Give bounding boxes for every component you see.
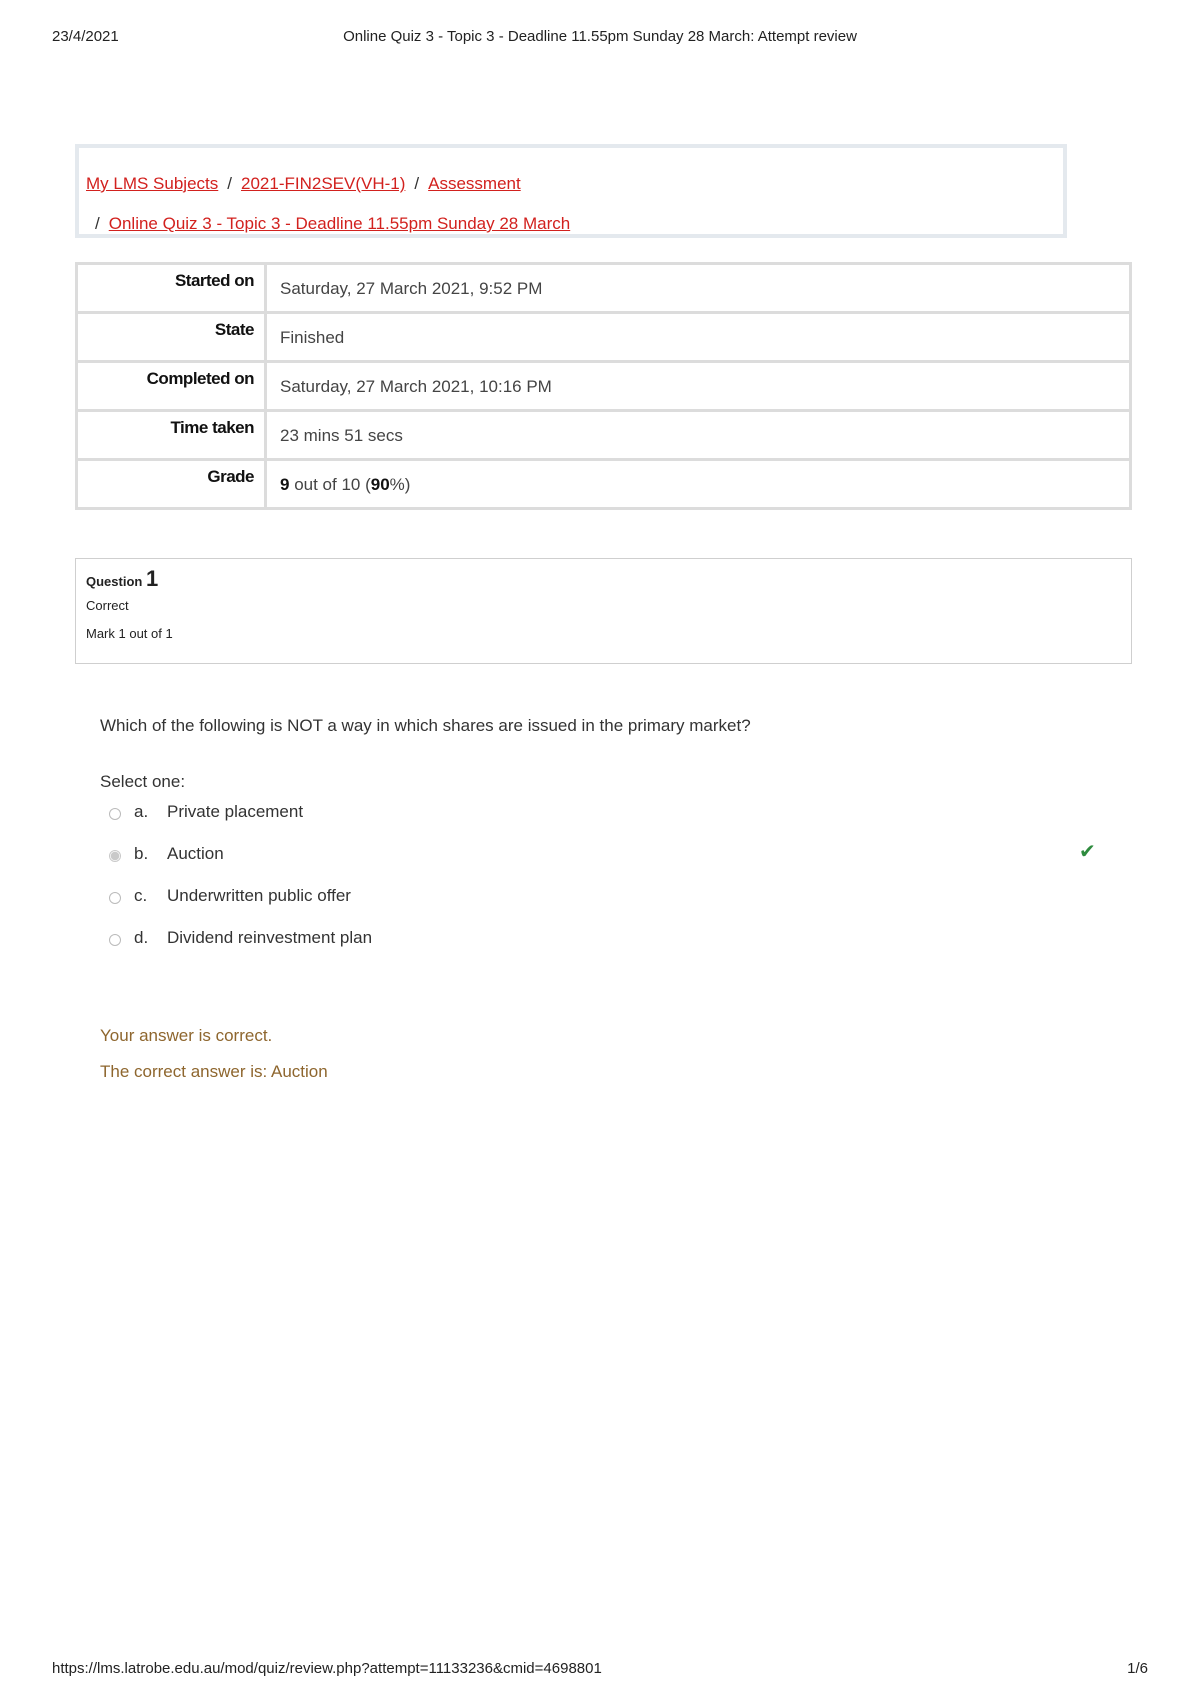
radio-button[interactable] bbox=[109, 892, 121, 904]
summary-row-state bbox=[77, 313, 1131, 362]
summary-row-started-on bbox=[77, 264, 1131, 313]
option-letter: c. bbox=[134, 886, 148, 905]
question-number-value: 1 bbox=[145, 566, 159, 591]
summary-label: State bbox=[77, 313, 266, 362]
breadcrumb bbox=[75, 144, 1067, 238]
option-text: Dividend reinvestment plan bbox=[167, 928, 373, 947]
radio-button-selected[interactable] bbox=[109, 850, 121, 862]
question-text: Which of the following is NOT a way in which shares are issued in the primary market? bbox=[100, 716, 751, 735]
breadcrumb-link-subject[interactable]: 2021-FIN2SEV(VH-1) bbox=[241, 174, 406, 193]
answer-option-d[interactable] bbox=[109, 928, 1109, 970]
breadcrumb-separator: / bbox=[95, 214, 100, 233]
print-date: 23/4/2021 bbox=[52, 28, 119, 45]
print-url: https://lms.latrobe.edu.au/mod/quiz/review.php?attempt=11133236&cmid=4698801 bbox=[52, 1660, 602, 1677]
print-footer bbox=[52, 1660, 1148, 1680]
question-mark: Mark 1 out of 1 bbox=[86, 626, 173, 641]
answer-options bbox=[109, 802, 1109, 970]
summary-row-completed-on bbox=[77, 362, 1131, 411]
summary-row-grade bbox=[77, 460, 1131, 509]
breadcrumb-separator: / bbox=[227, 174, 232, 193]
grade-out-of: out of 10 ( bbox=[289, 475, 371, 494]
summary-value: Saturday, 27 March 2021, 10:16 PM bbox=[266, 362, 1131, 411]
select-one-prompt: Select one: bbox=[100, 772, 186, 791]
answer-option-a[interactable] bbox=[109, 802, 1109, 844]
summary-value bbox=[266, 460, 1131, 509]
breadcrumb-link-my-lms-subjects[interactable]: My LMS Subjects bbox=[86, 174, 219, 193]
question-number bbox=[86, 566, 1131, 592]
checkmark-icon: ✔ bbox=[1079, 841, 1096, 863]
summary-label: Completed on bbox=[77, 362, 266, 411]
summary-value: 23 mins 51 secs bbox=[266, 411, 1131, 460]
breadcrumb-separator: / bbox=[414, 174, 420, 193]
summary-label: Grade bbox=[77, 460, 266, 509]
summary-row-time-taken bbox=[77, 411, 1131, 460]
breadcrumb-link-assessment[interactable]: Assessment bbox=[428, 174, 521, 193]
option-text: Auction bbox=[167, 844, 224, 863]
question-state: Correct bbox=[86, 598, 129, 613]
page-number: 1/6 bbox=[1127, 1660, 1148, 1677]
answer-option-c[interactable] bbox=[109, 886, 1109, 928]
grade-score: 9 bbox=[280, 475, 290, 494]
summary-value: Saturday, 27 March 2021, 9:52 PM bbox=[266, 264, 1131, 313]
radio-button[interactable] bbox=[109, 934, 121, 946]
question-info bbox=[75, 558, 1132, 664]
option-letter: a. bbox=[134, 802, 149, 821]
option-letter: d. bbox=[134, 928, 149, 947]
summary-label: Time taken bbox=[77, 411, 266, 460]
print-header bbox=[52, 28, 1148, 48]
radio-button[interactable] bbox=[109, 808, 121, 820]
grade-percent: 90 bbox=[370, 475, 390, 494]
option-letter: b. bbox=[134, 844, 149, 863]
option-text: Private placement bbox=[167, 802, 304, 821]
summary-value: Finished bbox=[266, 313, 1131, 362]
summary-label: Started on bbox=[77, 264, 266, 313]
specific-feedback: Your answer is correct. bbox=[100, 1026, 273, 1045]
option-text: Underwritten public offer bbox=[167, 886, 351, 905]
breadcrumb-link-quiz[interactable]: Online Quiz 3 - Topic 3 - Deadline 11.55pm Sunday 28 March bbox=[108, 214, 571, 233]
print-title: Online Quiz 3 - Topic 3 - Deadline 11.55pm Sunday 28 March: Attempt review bbox=[343, 28, 857, 45]
answer-option-b[interactable] bbox=[109, 841, 1109, 886]
attempt-summary-table bbox=[75, 262, 1132, 510]
right-answer: The correct answer is: Auction bbox=[100, 1062, 328, 1081]
question-label: Question bbox=[86, 574, 143, 589]
grade-percent-suffix: %) bbox=[389, 475, 411, 494]
